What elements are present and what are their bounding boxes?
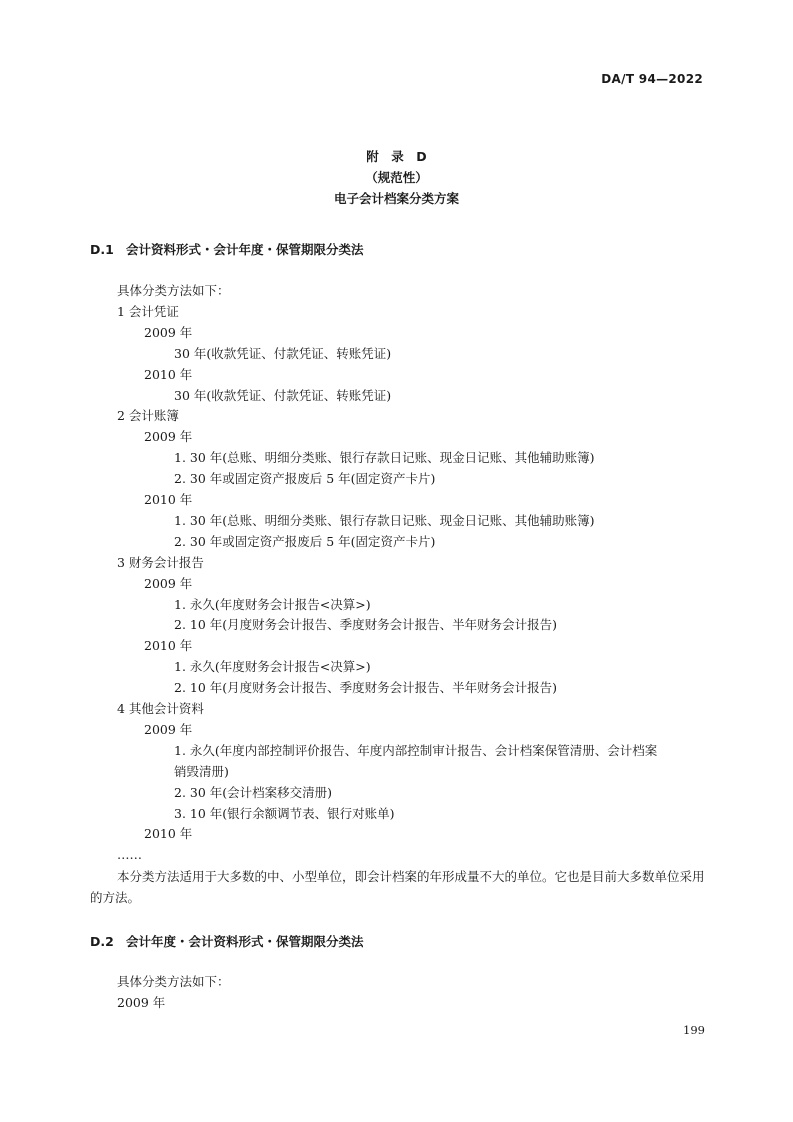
appendix-heading xyxy=(0,146,793,209)
section-d1-heading xyxy=(90,240,364,258)
text-line: 2. 30 年或固定资产报废后 5 年(固定资产卡片) xyxy=(174,533,436,549)
text-line: 具体分类方法如下： xyxy=(117,283,230,298)
text-line: 2010 年 xyxy=(144,638,193,654)
text-line: 2009 年 xyxy=(144,324,193,340)
page-number: 199 xyxy=(683,1023,705,1037)
text-line: 2 会计账簿 xyxy=(117,408,179,424)
text-line: 30 年(收款凭证、付款凭证、转账凭证) xyxy=(174,387,392,403)
text-line: 具体分类方法如下： xyxy=(117,974,230,989)
text-line: 2. 30 年或固定资产报废后 5 年(固定资产卡片) xyxy=(174,471,436,487)
text-line: 2009 年 xyxy=(144,429,193,445)
section-number: D.2 xyxy=(90,934,114,949)
appendix-title: 附 录 D xyxy=(366,149,427,164)
text-line: 1. 永久(年度财务会计报告<决算>) xyxy=(174,659,371,675)
text-line: 30 年(收款凭证、付款凭证、转账凭证) xyxy=(174,345,392,361)
text-line: 2009 年 xyxy=(117,995,166,1010)
section-title: 会计年度・会计资料形式・保管期限分类法 xyxy=(126,934,364,949)
text-line: 3. 10 年(银行余额调节表、银行对账单) xyxy=(174,805,395,821)
text-line: 2010 年 xyxy=(144,492,193,507)
text-line: 1. 永久(年度内部控制评价报告、年度内部控制审计报告、会计档案保管清册、会计档案 xyxy=(174,742,658,758)
section-d2-heading xyxy=(90,932,364,950)
section-d1-note: 本分类方法适用于大多数的中、小型单位，即会计档案的年形成量不大的单位。它也是目前大多数单位采用的方法。 xyxy=(90,869,705,905)
text-line: 2009 年 xyxy=(144,721,193,737)
text-line: 销毁清册) xyxy=(174,763,229,779)
text-line: 2. 30 年(会计档案移交清册) xyxy=(174,784,333,800)
text-line: 1. 30 年(总账、明细分类账、银行存款日记账、现金日记账、其他辅助账簿) xyxy=(174,450,595,466)
appendix-name: 电子会计档案分类方案 xyxy=(333,191,459,206)
appendix-nature: （规范性） xyxy=(365,170,428,185)
text-line: 1 会计凭证 xyxy=(117,303,179,319)
text-line: 2010 年 xyxy=(144,366,193,382)
standard-code: DA/T 94—2022 xyxy=(601,72,703,86)
section-number: D.1 xyxy=(90,242,114,257)
text-line: 1. 永久(年度财务会计报告<决算>) xyxy=(174,596,371,612)
text-line: 1. 30 年(总账、明细分类账、银行存款日记账、现金日记账、其他辅助账簿) xyxy=(174,512,595,528)
text-line: 2. 10 年(月度财务会计报告、季度财务会计报告、半年财务会计报告) xyxy=(174,680,558,696)
text-line: 3 财务会计报告 xyxy=(117,554,204,570)
text-line: 4 其他会计资料 xyxy=(117,701,204,716)
text-line: …… xyxy=(117,847,142,863)
section-title: 会计资料形式・会计年度・保管期限分类法 xyxy=(126,242,364,257)
text-line: 2009 年 xyxy=(144,575,193,591)
text-line: 2. 10 年(月度财务会计报告、季度财务会计报告、半年财务会计报告) xyxy=(174,617,558,633)
text-line: 2010 年 xyxy=(144,826,193,842)
